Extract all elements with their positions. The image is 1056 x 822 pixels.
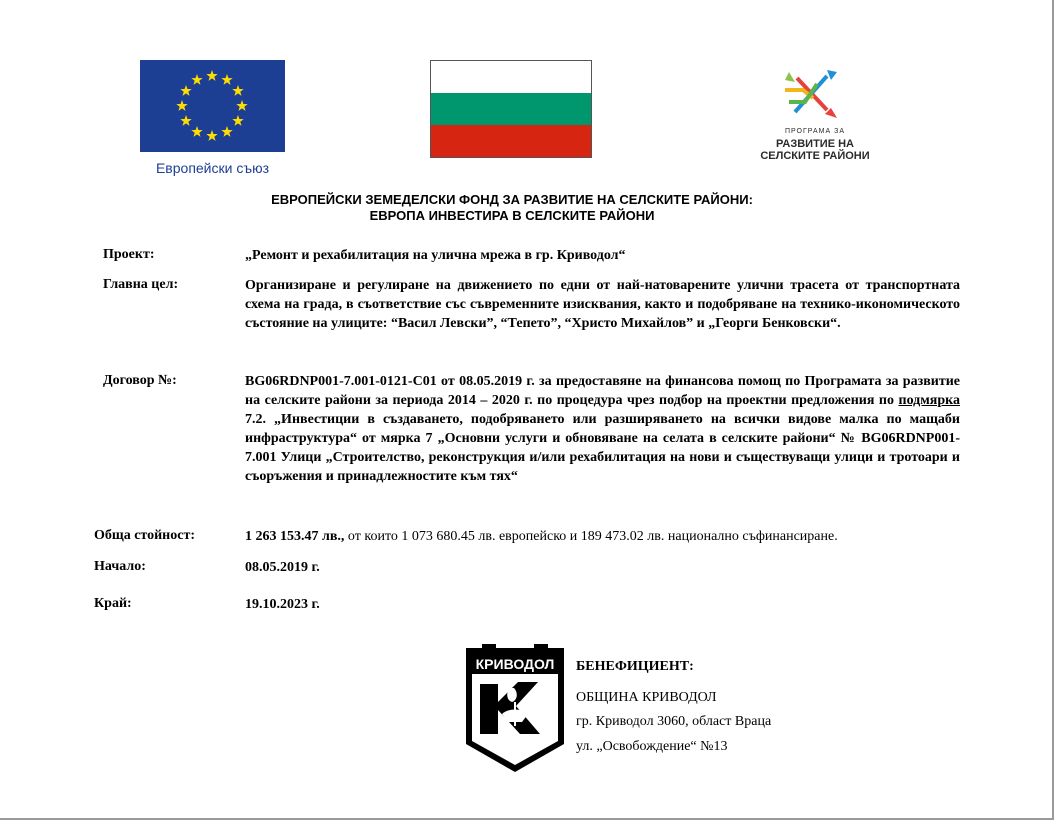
svg-text:КРИВОДОЛ: КРИВОДОЛ xyxy=(475,656,555,672)
total-breakdown: от които 1 073 680.45 лв. европейско и 189 473.02 лв. национално съфинансиране. xyxy=(344,529,838,544)
eu-star xyxy=(206,130,217,141)
goal-label: Главна цел: xyxy=(103,277,179,292)
beneficiary-address-line2: ул. „Освобождение“ №13 xyxy=(576,739,728,754)
start-value: 08.05.2019 г. xyxy=(245,560,320,575)
eu-caption: Европейски съюз xyxy=(155,160,270,176)
contract-text-part2: 7.2. „Инвестиции в създаването, подобряването или разширяването на всички видове малка по мащаби инфраструктура“ от мярка 7 „Основни услуги и обновяване на селата в селските райони“ № BG06RDNP001-7.001 Улици „Строителство, реконструкция и/или рехабилитация на нови и съществуващи улици и тротоари и съоръжения и принадлежностите към тях“ xyxy=(245,412,960,484)
beneficiary-title: БЕНЕФИЦИЕНТ: xyxy=(576,659,694,674)
eu-stars-icon xyxy=(140,60,285,152)
project-value: „Ремонт и рехабилитация на улична мрежа в гр. Криводол“ xyxy=(245,248,626,263)
crest-icon xyxy=(462,644,568,774)
fund-heading xyxy=(0,192,1024,224)
eu-star xyxy=(191,126,202,137)
eu-star xyxy=(221,126,232,137)
rural-development-programme-logo xyxy=(745,66,885,176)
beneficiary-address-line1: гр. Криводол 3060, област Враца xyxy=(576,714,772,729)
end-label: Край: xyxy=(94,596,132,611)
flag-stripe-white xyxy=(431,61,591,93)
eu-star xyxy=(206,70,217,81)
eu-star xyxy=(232,85,243,96)
programme-caption-line2: СЕЛСКИТЕ РАЙОНИ xyxy=(760,150,870,162)
bulgarian-flag xyxy=(430,60,592,158)
total-value xyxy=(245,527,965,546)
eu-star xyxy=(180,115,191,126)
contract-value xyxy=(245,372,960,486)
eu-star xyxy=(236,100,247,111)
krivodol-crest xyxy=(462,644,568,774)
programme-caption xyxy=(745,126,885,162)
total-label: Обща стойност: xyxy=(94,528,196,543)
eu-star xyxy=(191,74,202,85)
programme-caption-line1: РАЗВИТИЕ НА xyxy=(776,138,854,150)
beneficiary-name: ОБЩИНА КРИВОДОЛ xyxy=(576,690,717,705)
eu-logo xyxy=(140,60,285,184)
contract-underlined-word: подмярка xyxy=(898,393,960,408)
project-label: Проект: xyxy=(103,247,155,262)
eu-star xyxy=(180,85,191,96)
flag-stripe-green xyxy=(431,93,591,125)
eu-star xyxy=(232,115,243,126)
heading-line1: ЕВРОПЕЙСКИ ЗЕМЕДЕЛСКИ ФОНД ЗА РАЗВИТИЕ НА СЕЛСКИТЕ РАЙОНИ: xyxy=(271,192,753,207)
end-value: 19.10.2023 г. xyxy=(245,597,320,612)
contract-text-part1: BG06RDNP001-7.001-0121-C01 от 08.05.2019 г. за предоставяне на финансова помощ по Програмата за развитие на селските райони за периода 2014 – 2020 г. по процедура чрез подбор на проектни предложения по xyxy=(245,374,960,408)
heading-line2: ЕВРОПА ИНВЕСТИРА В СЕЛСКИТЕ РАЙОНИ xyxy=(369,208,655,223)
eu-star xyxy=(176,100,187,111)
eu-star xyxy=(221,74,232,85)
start-label: Начало: xyxy=(94,559,146,574)
goal-value: Организиране и регулиране на движението по едни от най-натоварените улични трасета от транспортната схема на града, в съответствие със съвременните изисквания, както и подобряване на технико-икономическото състояние на улиците: “Васил Левски”, “Тепето”, “Христо Михайлов” и „Георги Бенковски“. xyxy=(245,278,960,331)
eu-flag xyxy=(140,60,285,152)
programme-caption-small: ПРОГРАМА ЗА xyxy=(785,128,845,135)
flag-stripe-red xyxy=(431,125,591,157)
programme-arrows-icon xyxy=(745,66,885,122)
contract-label: Договор №: xyxy=(103,373,177,388)
total-amount: 1 263 153.47 лв., xyxy=(245,529,345,544)
